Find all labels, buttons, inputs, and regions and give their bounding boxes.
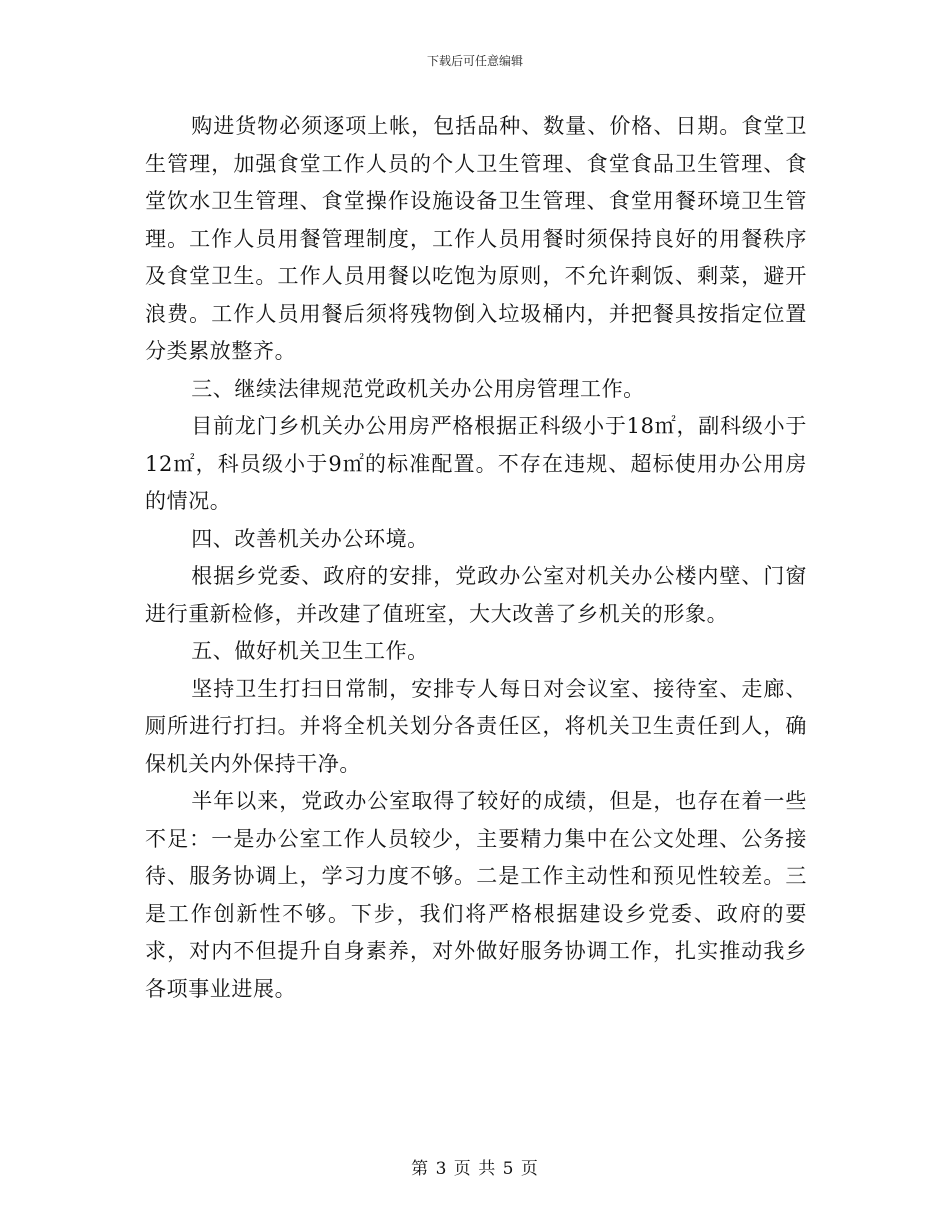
section-heading-office-environment: 四、改善机关办公环境。	[191, 526, 429, 551]
document-body	[145, 108, 807, 1008]
footer-prefix: 第	[411, 1159, 430, 1179]
total-page-count: 5	[502, 1159, 515, 1179]
paragraph-office-space: 目前龙门乡机关办公用房严格根据正科级小于18㎡，副科级小于12㎡，科员级小于9㎡的标准配置。不存在违规、超标使用办公用房的情况。	[145, 414, 807, 513]
paragraph-office-environment: 根据乡党委、政府的安排，党政办公室对机关办公楼内壁、门窗进行重新检修，并改建了值班室，大大改善了乡机关的形象。	[145, 564, 807, 626]
header-note: 下载后可任意编辑	[426, 54, 523, 68]
paragraph-canteen-management: 购进货物必须逐项上帐，包括品种、数量、价格、日期。食堂卫生管理，加强食堂工作人员的个人卫生管理、食堂食品卫生管理、食堂饮水卫生管理、食堂操作设施设备卫生管理、食堂用餐环境卫生管理。工作人员用餐管理制度，工作人员用餐时须保持良好的用餐秩序及食堂卫生。工作人员用餐以吃饱为原则，不允许剩饭、剩菜，避开浪费。工作人员用餐后须将残物倒入垃圾桶内，并把餐具按指定位置分类累放整齐。	[145, 114, 807, 363]
current-page-number: 3	[435, 1159, 448, 1179]
footer-suffix: 页	[520, 1159, 539, 1179]
page-footer	[0, 1154, 950, 1179]
section-heading-office-space: 三、继续法律规范党政机关办公用房管理工作。	[191, 376, 645, 401]
footer-middle: 页 共	[453, 1159, 497, 1179]
paragraph-summary: 半年以来，党政办公室取得了较好的成绩，但是，也存在着一些不足：一是办公室工作人员较少，主要精力集中在公文处理、公务接待、服务协调上，学习力度不够。二是工作主动性和预见性较差。三是工作创新性不够。下步，我们将严格根据建设乡党委、政府的要求，对内不但提升自身素养，对外做好服务协调工作，扎实推动我乡各项事业进展。	[145, 789, 807, 1001]
paragraph-hygiene: 坚持卫生打扫日常制，安排专人每日对会议室、接待室、走廊、厕所进行打扫。并将全机关划分各责任区，将机关卫生责任到人，确保机关内外保持干净。	[145, 676, 807, 776]
section-heading-hygiene: 五、做好机关卫生工作。	[191, 639, 429, 663]
